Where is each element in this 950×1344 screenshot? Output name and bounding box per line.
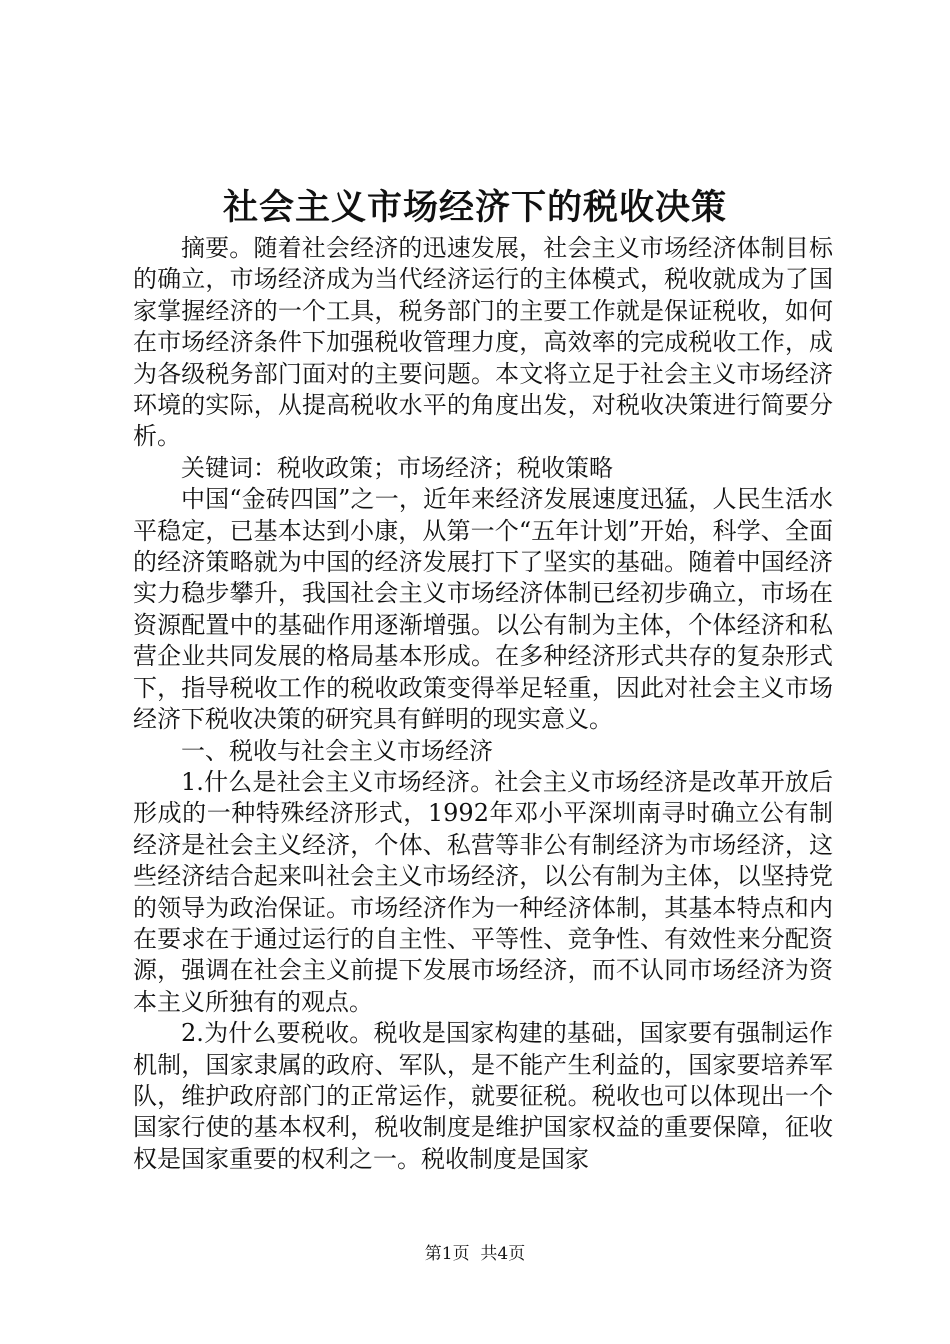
body-paragraph: 2.为什么要税收。税收是国家构建的基础，国家要有强制运作机制，国家隶属的政府、军队，是不能产生利益的，国家要培养军队，维护政府部门的正常运作，就要征税。税收也可以体现出一个国家行使的基本权利，税收制度是维护国家权益的重要保障，征收权是国家重要的权利之一。税收制度是国家 [133,1019,833,1173]
keywords-paragraph: 关键词：税收政策；市场经济；税收策略 [181,453,613,482]
abstract-paragraph: 摘要。随着社会经济的迅速发展，社会主义市场经济体制目标的确立，市场经济成为当代经济运行的主体模式，税收就成为了国家掌握经济的一个工具，税务部门的主要工作就是保证税收，如何在市场经济条件下加强税收管理力度，高效率的完成税收工作，成为各级税务部门面对的主要问题。本文将立足于社会主义市场经济环境的实际，从提高税收水平的角度出发，对税收决策进行简要分析。 [133,234,833,451]
document-title: 社会主义市场经济下的税收决策 [222,187,727,228]
intro-paragraph: 中国“金砖四国”之一，近年来经济发展速度迅猛，人民生活水平稳定，已基本达到小康，从第一个“五年计划”开始，科学、全面的经济策略就为中国的经济发展打下了坚实的基础。随着中国经济实力稳步攀升，我国社会主义市场经济体制已经初步确立，市场在资源配置中的基础作用逐渐增强。以公有制为主体，个体经济和私营企业共同发展的格局基本形成。在多种经济形式共存的复杂形式下，指导税收工作的税收政策变得举足轻重，因此对社会主义市场经济下税收决策的研究具有鲜明的现实意义。 [133,485,833,734]
body-paragraph: 1.什么是社会主义市场经济。社会主义市场经济是改革开放后形成的一种特殊经济形式，1992年邓小平深圳南寻时确立公有制经济是社会主义经济，个体、私营等非公有制经济为市场经济，这些经济结合起来叫社会主义市场经济，以公有制为主体，以坚持党的领导为政治保证。市场经济作为一种经济体制，其基本特点和内在要求在于通过运行的自主性、平等性、竞争性、有效性来分配资源，强调在社会主义前提下发展市场经济，而不认同市场经济为资本主义所独有的观点。 [133,767,833,1016]
document-body [133,233,833,1175]
page-footer [0,1242,950,1266]
section-heading: 一、税收与社会主义市场经济 [181,736,493,765]
page-number: 第1页 [424,1244,470,1264]
page-total: 共4页 [480,1244,526,1264]
